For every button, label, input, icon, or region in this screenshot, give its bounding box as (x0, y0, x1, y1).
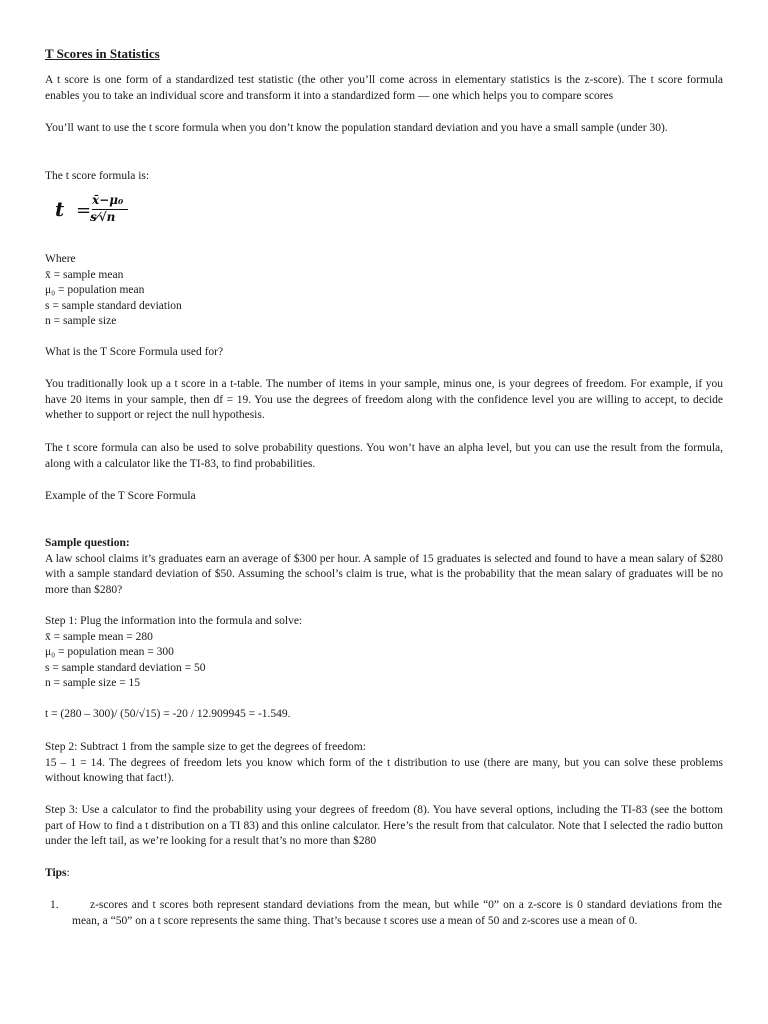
step-3-paragraph: Step 3: Use a calculator to find the probability using your degrees of freedom (8). You have several options, including the TI-83 (see the bottom part of How to find a t distribution on a TI 83) and this online calculator. Here’s the result from that calculator. Note that I selected the radio button under the left tail, as we’re looking for a result that’s no more than $280 (45, 804, 723, 848)
used-for-paragraph-2: The t score formula can also be used to solve probability questions. You won’t have an alpha level, but you can use the result from the formula, along with a calculator like the TI-83, to find probabilities. (45, 442, 723, 470)
t-score-formula (52, 190, 142, 248)
formula-equals: = (76, 200, 92, 221)
step-1 (45, 614, 723, 692)
intro-paragraph: A t score is one form of a standardized test statistic (the other you’ll come across in elementary statistics is the z-score). The t score formula enables you to take an individual score and transform it into a standardized form — one which helps you to compare scores (45, 74, 723, 102)
tips-label: Tips (45, 867, 67, 879)
tip-number: 1. (50, 899, 59, 911)
where-label: Where (45, 253, 76, 265)
step-1-item: s = sample standard deviation = 50 (45, 661, 206, 674)
tip-text: z-scores and t scores both represent standard deviations from the mean, but while “0” on a z-score is 0 standard deviations from the mean, a “50” on a t score represents the same thing. That’s because t scores use a mean of 50 and z-scores use a mean of 0. (72, 899, 722, 927)
where-item: n = sample size (45, 315, 117, 328)
step-1-heading: Step 1: Plug the information into the formula and solve: (45, 615, 303, 627)
step-2-text: 15 – 1 = 14. The degrees of freedom lets you know which form of the t distribution to use (there are many, but you can solve these problems without knowing that fact!). (45, 756, 723, 785)
page-title: T Scores in Statistics (45, 46, 160, 61)
example-heading: Example of the T Score Formula (45, 490, 196, 502)
used-for-heading: What is the T Score Formula used for? (45, 346, 224, 358)
step-1-item: n = sample size = 15 (45, 677, 141, 690)
sample-question-text: A law school claims it’s graduates earn an average of $300 per hour. A sample of 15 graduates is selected and found to have a mean salary of $280 with a sample standard deviation of $50. Assuming the school’s claim is true, what is the probability that the mean salary of graduates will be no more than $280? (45, 552, 723, 596)
sample-question (45, 536, 723, 598)
formula-lhs: t (55, 197, 65, 221)
where-item: x̄ = sample mean (45, 268, 124, 281)
used-for-paragraph-1: You traditionally look up a t score in a t-table. The number of items in your sample, minus one, is your degrees of freedom. For example, if you have 20 items in your sample, then df = 19. You use the degrees of freedom along with the confidence level you are willing to accept, to decide whether to support or reject the null hypothesis. (45, 378, 723, 422)
t-calculation: t = (280 – 300)/ (50/√15) = -20 / 12.909945 = -1.549. (45, 708, 291, 720)
step-1-item: μ₀ = population mean = 300 (45, 646, 174, 659)
step-2 (45, 740, 723, 787)
step-1-item: x̄ = sample mean = 280 (45, 630, 153, 643)
formula-intro: The t score formula is: (45, 170, 150, 182)
where-item: μ₀ = population mean (45, 284, 145, 297)
tips-heading (45, 866, 723, 882)
where-item: s = sample standard deviation (45, 299, 182, 312)
formula-numerator: x̄−μ₀ (92, 193, 124, 207)
formula-denominator: s⁄√n (90, 210, 116, 224)
tips-colon: : (66, 867, 70, 879)
when-to-use-paragraph: You’ll want to use the t score formula when you don’t know the population standard deviation and you have a small sample (under 30). (45, 122, 668, 134)
step-2-heading: Step 2: Subtract 1 from the sample size to get the degrees of freedom: (45, 741, 366, 753)
where-list (45, 252, 723, 330)
sample-question-label: Sample question: (45, 537, 130, 549)
